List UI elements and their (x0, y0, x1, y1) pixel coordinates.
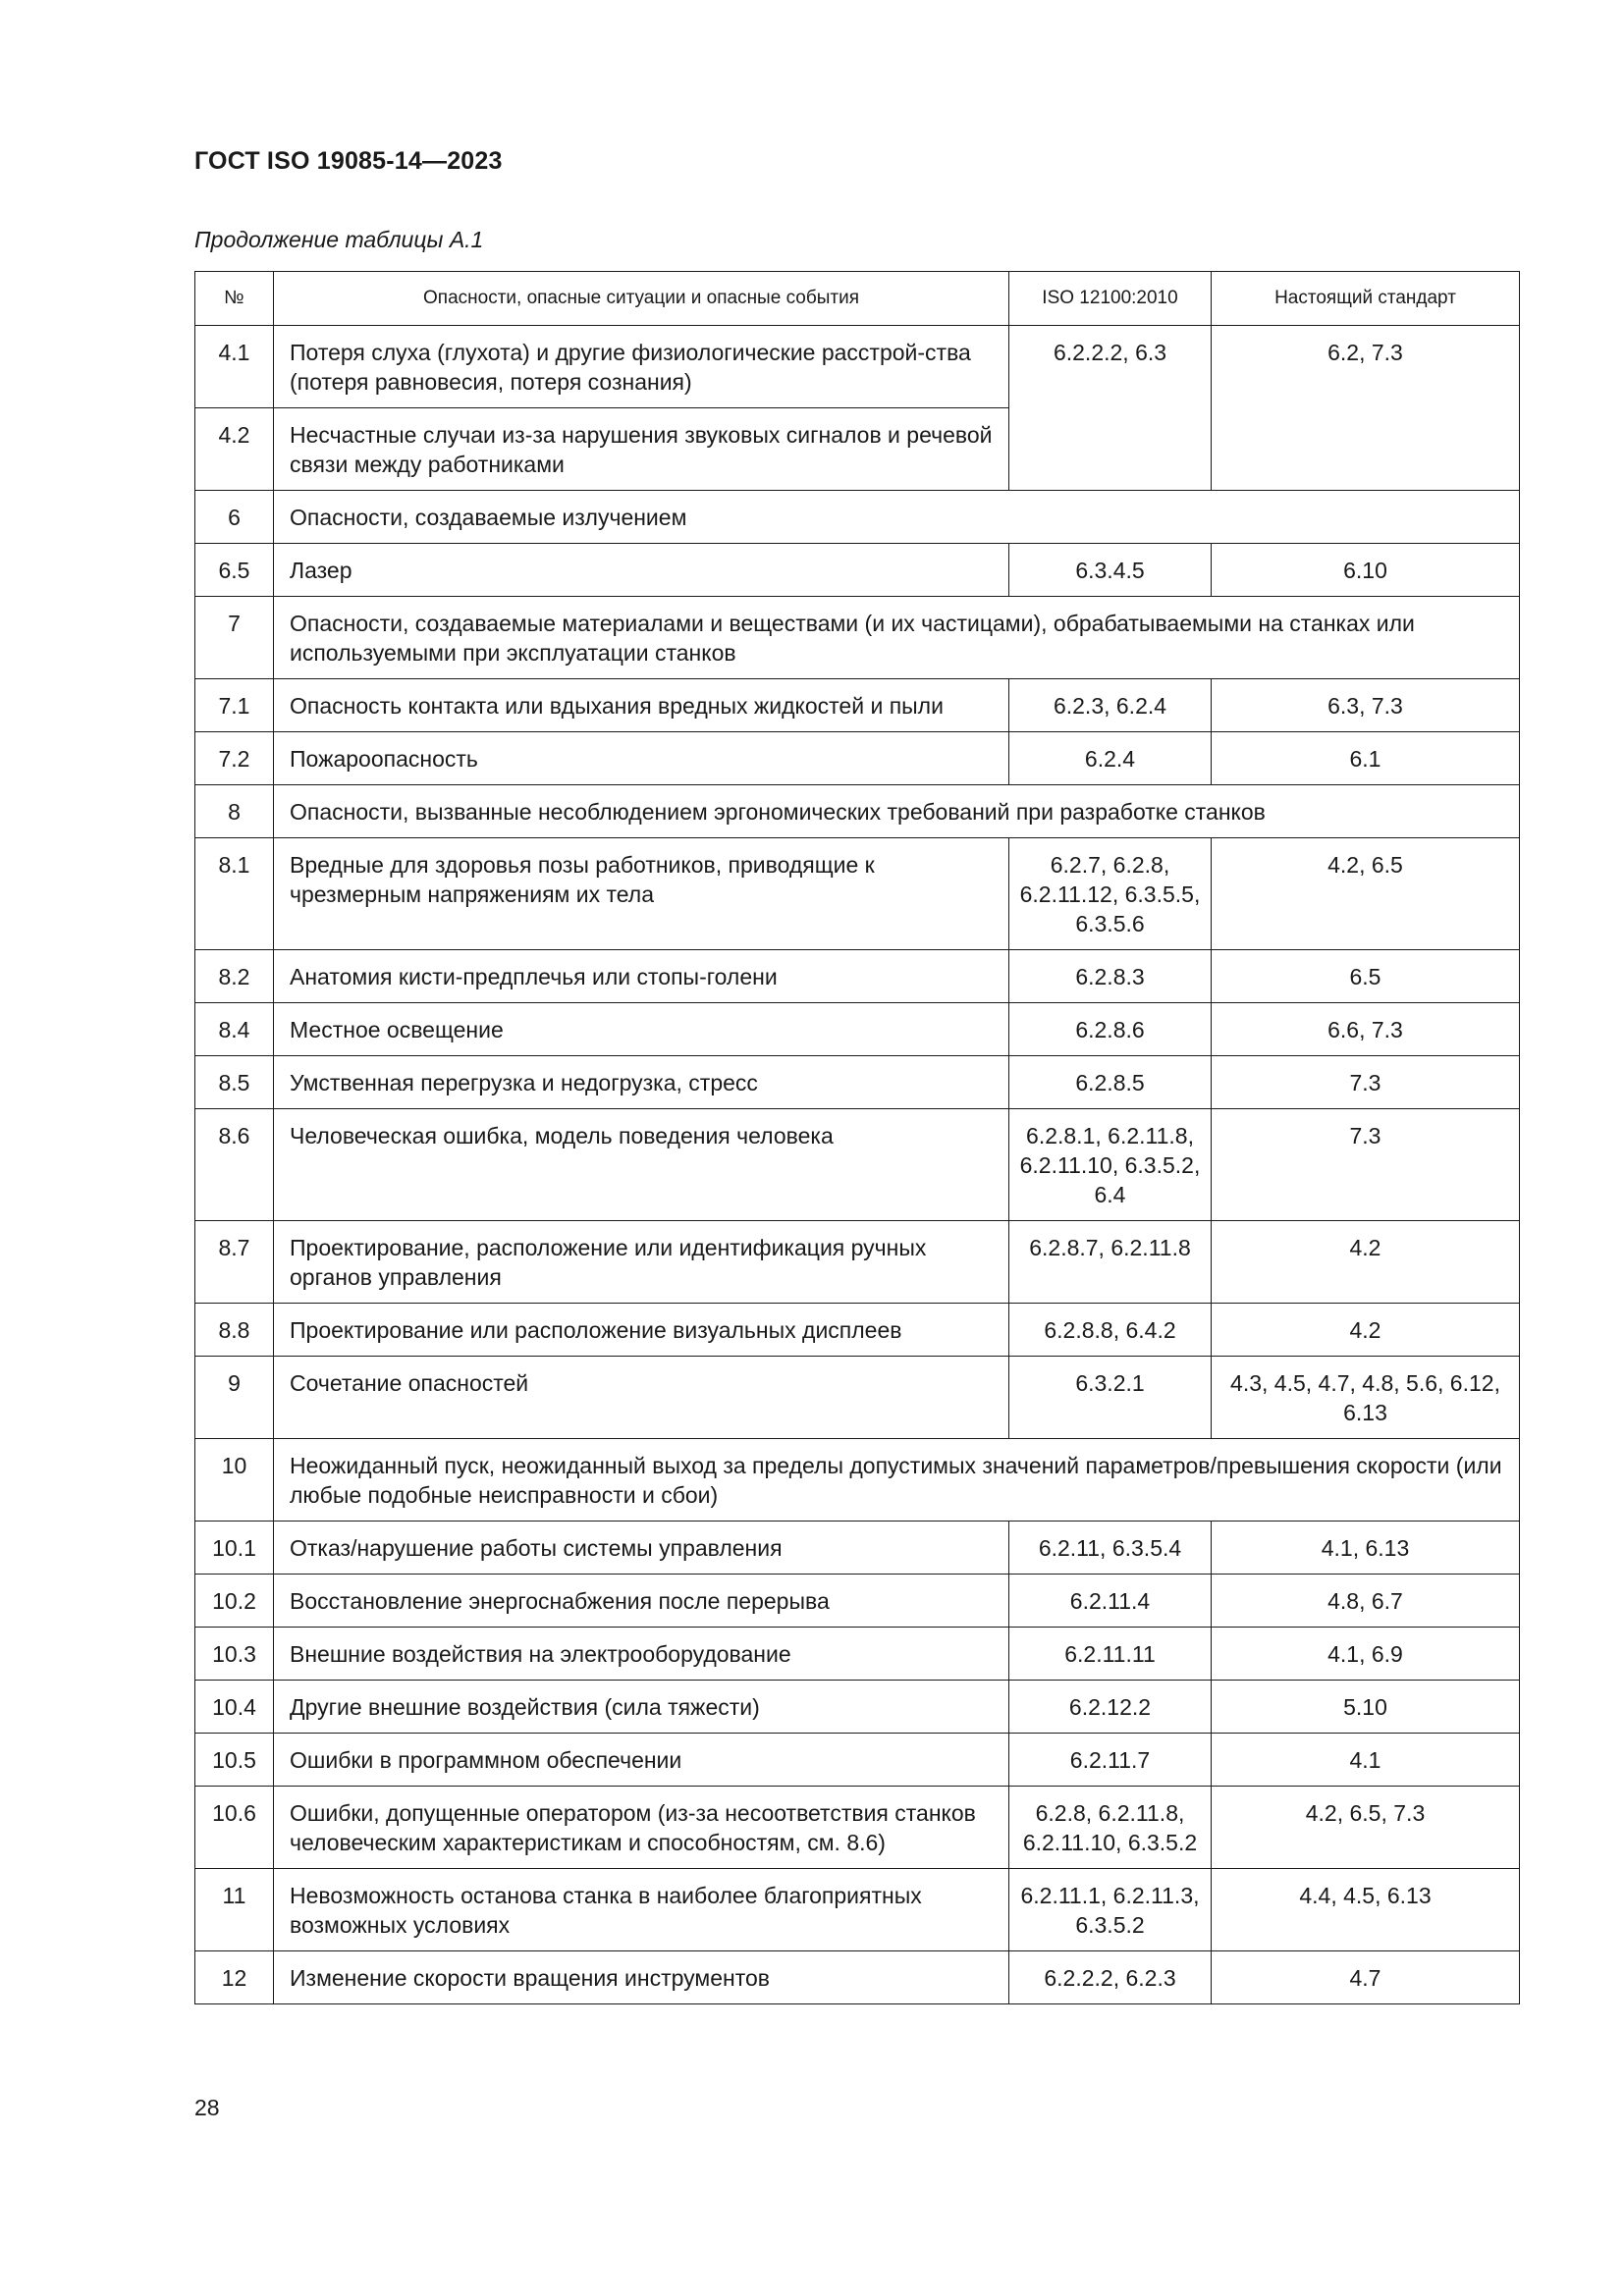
row-standard: 6.3, 7.3 (1212, 679, 1520, 732)
row-number: 8.4 (195, 1003, 274, 1056)
header-iso: ISO 12100:2010 (1009, 272, 1212, 326)
table-row (195, 1003, 1520, 1056)
row-standard: 4.1 (1212, 1734, 1520, 1787)
table-row (195, 1522, 1520, 1575)
table-row (195, 1221, 1520, 1304)
table-row (195, 1628, 1520, 1681)
row-standard: 6.1 (1212, 732, 1520, 785)
row-iso: 6.2.12.2 (1009, 1681, 1212, 1734)
row-iso: 6.2.11.11 (1009, 1628, 1212, 1681)
row-iso: 6.2.8.8, 6.4.2 (1009, 1304, 1212, 1357)
document-header: ГОСТ ISO 19085-14—2023 (194, 147, 503, 175)
row-standard: 4.2 (1212, 1304, 1520, 1357)
row-number: 10 (195, 1439, 274, 1522)
row-iso: 6.2.7, 6.2.8, 6.2.11.12, 6.3.5.5, 6.3.5.6 (1009, 838, 1212, 950)
page-number: 28 (194, 2095, 220, 2120)
table-row (195, 1056, 1520, 1109)
table-row (195, 950, 1520, 1003)
table-row (195, 1109, 1520, 1221)
header-number: № (195, 272, 274, 326)
row-number: 10.5 (195, 1734, 274, 1787)
row-iso: 6.2.2.2, 6.2.3 (1009, 1951, 1212, 2004)
table-row-group (195, 597, 1520, 679)
row-number: 8.2 (195, 950, 274, 1003)
row-standard: 4.2, 6.5, 7.3 (1212, 1787, 1520, 1869)
row-hazard: Потеря слуха (глухота) и другие физиологические расстрой-ства (потеря равновесия, потеря сознания) (274, 326, 1009, 408)
row-standard: 6.6, 7.3 (1212, 1003, 1520, 1056)
table-row (195, 1734, 1520, 1787)
row-number: 10.6 (195, 1787, 274, 1869)
row-iso: 6.2.8.7, 6.2.11.8 (1009, 1221, 1212, 1304)
row-iso: 6.2.8.3 (1009, 950, 1212, 1003)
row-hazard: Ошибки, допущенные оператором (из-за несоответствия станков человеческим характеристикам и способностям, см. 8.6) (274, 1787, 1009, 1869)
row-hazard: Отказ/нарушение работы системы управления (274, 1522, 1009, 1575)
row-number: 4.1 (195, 326, 274, 408)
row-hazard: Пожароопасность (274, 732, 1009, 785)
row-iso: 6.2.11.4 (1009, 1575, 1212, 1628)
row-iso: 6.3.2.1 (1009, 1357, 1212, 1439)
row-hazard: Восстановление энергоснабжения после перерыва (274, 1575, 1009, 1628)
row-hazard: Ошибки в программном обеспечении (274, 1734, 1009, 1787)
row-hazard: Внешние воздействия на электрооборудование (274, 1628, 1009, 1681)
row-standard: 4.2 (1212, 1221, 1520, 1304)
row-hazard: Местное освещение (274, 1003, 1009, 1056)
table-header-row (195, 272, 1520, 326)
row-hazard: Анатомия кисти-предплечья или стопы-голени (274, 950, 1009, 1003)
row-standard: 6.10 (1212, 544, 1520, 597)
row-number: 10.1 (195, 1522, 274, 1575)
row-hazard: Опасности, создаваемые материалами и веществами (и их частицами), обрабатываемыми на станках или используемыми при эксплуатации станков (274, 597, 1520, 679)
row-iso: 6.2.11.1, 6.2.11.3, 6.3.5.2 (1009, 1869, 1212, 1951)
table-row (195, 1787, 1520, 1869)
table-row (195, 1951, 1520, 2004)
hazards-table (194, 271, 1520, 2004)
header-standard: Настоящий стандарт (1212, 272, 1520, 326)
row-iso: 6.3.4.5 (1009, 544, 1212, 597)
row-number: 9 (195, 1357, 274, 1439)
table-row (195, 1304, 1520, 1357)
row-hazard: Проектирование, расположение или идентификация ручных органов управления (274, 1221, 1009, 1304)
table-row (195, 544, 1520, 597)
row-hazard: Опасности, вызванные несоблюдением эргономических требований при разработке станков (274, 785, 1520, 838)
row-standard: 4.1, 6.9 (1212, 1628, 1520, 1681)
row-hazard: Сочетание опасностей (274, 1357, 1009, 1439)
row-hazard: Невозможность останова станка в наиболее благоприятных возможных условиях (274, 1869, 1009, 1951)
row-hazard: Неожиданный пуск, неожиданный выход за пределы допустимых значений параметров/превышения скорости (или любые подобные неисправности и сбои) (274, 1439, 1520, 1522)
row-standard: 6.5 (1212, 950, 1520, 1003)
row-number: 7.1 (195, 679, 274, 732)
header-hazards: Опасности, опасные ситуации и опасные события (274, 272, 1009, 326)
row-hazard: Вредные для здоровья позы работников, приводящие к чрезмерным напряжениям их тела (274, 838, 1009, 950)
row-standard: 7.3 (1212, 1109, 1520, 1221)
row-number: 8.1 (195, 838, 274, 950)
row-number: 8.8 (195, 1304, 274, 1357)
row-hazard: Изменение скорости вращения инструментов (274, 1951, 1009, 2004)
table-row (195, 1357, 1520, 1439)
table-row (195, 326, 1520, 408)
row-iso: 6.2.2.2, 6.3 (1009, 326, 1212, 491)
table-row (195, 1869, 1520, 1951)
row-iso: 6.2.11, 6.3.5.4 (1009, 1522, 1212, 1575)
table-row-group (195, 785, 1520, 838)
table-row (195, 1575, 1520, 1628)
row-standard: 7.3 (1212, 1056, 1520, 1109)
row-iso: 6.2.8.5 (1009, 1056, 1212, 1109)
table-row (195, 679, 1520, 732)
table-row-group (195, 491, 1520, 544)
row-standard: 4.4, 4.5, 6.13 (1212, 1869, 1520, 1951)
table-row (195, 838, 1520, 950)
row-number: 12 (195, 1951, 274, 2004)
row-standard: 4.3, 4.5, 4.7, 4.8, 5.6, 6.12, 6.13 (1212, 1357, 1520, 1439)
row-number: 8 (195, 785, 274, 838)
row-number: 10.4 (195, 1681, 274, 1734)
row-number: 8.7 (195, 1221, 274, 1304)
row-number: 10.3 (195, 1628, 274, 1681)
row-hazard: Другие внешние воздействия (сила тяжести) (274, 1681, 1009, 1734)
row-number: 7.2 (195, 732, 274, 785)
row-standard: 6.2, 7.3 (1212, 326, 1520, 491)
row-iso: 6.2.3, 6.2.4 (1009, 679, 1212, 732)
row-hazard: Опасность контакта или вдыхания вредных жидкостей и пыли (274, 679, 1009, 732)
row-iso: 6.2.8.1, 6.2.11.8, 6.2.11.10, 6.3.5.2, 6.4 (1009, 1109, 1212, 1221)
row-number: 11 (195, 1869, 274, 1951)
row-standard: 4.8, 6.7 (1212, 1575, 1520, 1628)
row-iso: 6.2.8, 6.2.11.8, 6.2.11.10, 6.3.5.2 (1009, 1787, 1212, 1869)
row-number: 6 (195, 491, 274, 544)
row-number: 8.5 (195, 1056, 274, 1109)
table-row (195, 1681, 1520, 1734)
row-number: 10.2 (195, 1575, 274, 1628)
table-row-group (195, 1439, 1520, 1522)
row-iso: 6.2.8.6 (1009, 1003, 1212, 1056)
row-hazard: Лазер (274, 544, 1009, 597)
row-number: 8.6 (195, 1109, 274, 1221)
row-standard: 4.7 (1212, 1951, 1520, 2004)
row-standard: 4.2, 6.5 (1212, 838, 1520, 950)
row-iso: 6.2.4 (1009, 732, 1212, 785)
row-hazard: Опасности, создаваемые излучением (274, 491, 1520, 544)
row-number: 4.2 (195, 408, 274, 491)
row-standard: 5.10 (1212, 1681, 1520, 1734)
table-caption: Продолжение таблицы А.1 (194, 227, 484, 252)
row-standard: 4.1, 6.13 (1212, 1522, 1520, 1575)
table-row (195, 732, 1520, 785)
row-iso: 6.2.11.7 (1009, 1734, 1212, 1787)
row-hazard: Человеческая ошибка, модель поведения человека (274, 1109, 1009, 1221)
row-number: 6.5 (195, 544, 274, 597)
row-hazard: Несчастные случаи из-за нарушения звуковых сигналов и речевой связи между работниками (274, 408, 1009, 491)
row-number: 7 (195, 597, 274, 679)
row-hazard: Проектирование или расположение визуальных дисплеев (274, 1304, 1009, 1357)
row-hazard: Умственная перегрузка и недогрузка, стресс (274, 1056, 1009, 1109)
